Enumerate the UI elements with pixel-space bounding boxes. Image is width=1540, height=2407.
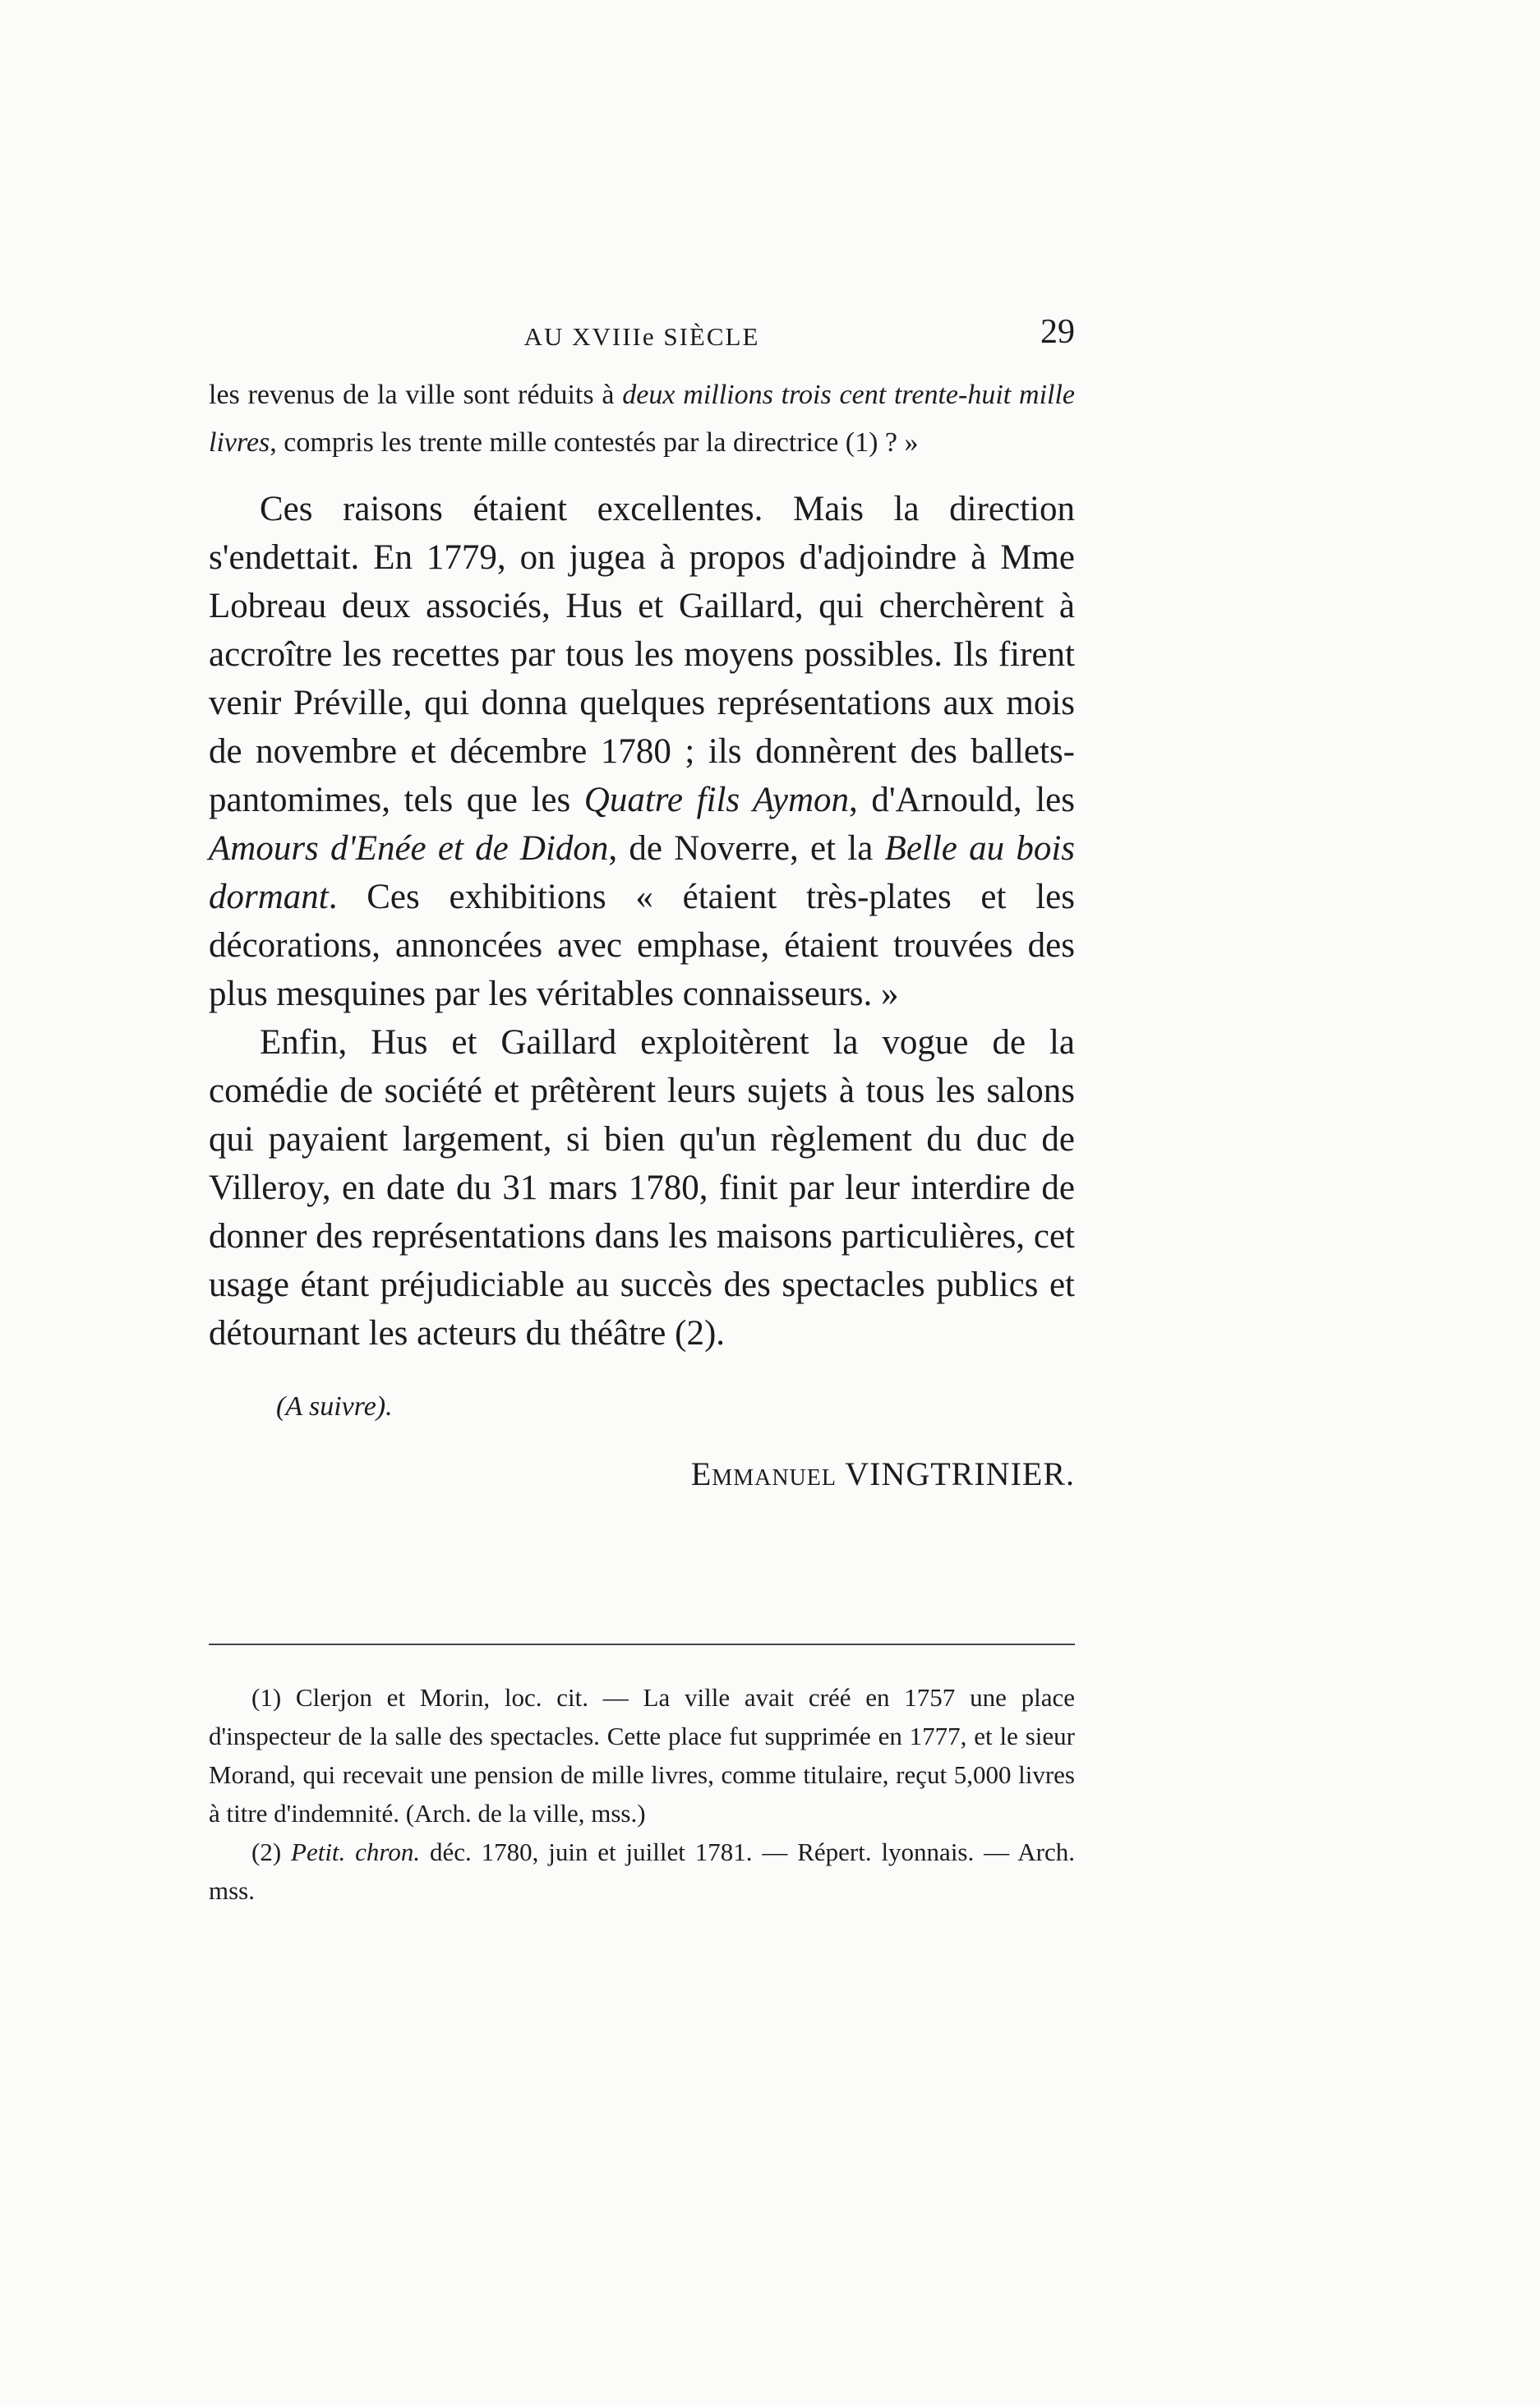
quote-text: les revenus de la ville sont réduits à (209, 380, 623, 410)
main-text (209, 485, 1075, 1358)
quote-text-end: , compris les trente mille contestés par la directrice (1) ? » (270, 427, 919, 458)
footnote-1: (1) Clerjon et Morin, loc. cit. — La ville avait créé en 1757 une place d'inspecteur de la salle des spectacles. Cette place fut supprimée en 1777, et le sieur Morand, qui recevait une pension de mille livres, comme titulaire, reçut 5,000 livres à titre d'indemnité. (Arch. de la ville, mss.) (209, 1683, 1075, 1828)
running-head: AU XVIIIe SIÈCLE (523, 322, 760, 351)
page-header (209, 312, 1075, 362)
footnote-2 (209, 1833, 1075, 1910)
author-last-name: VINGTRINIER. (845, 1455, 1075, 1492)
footnote-text: (2) (251, 1838, 292, 1866)
footnote-text: déc. 1780, juin et juillet 1781. — Répert. lyonnais. — Arch. mss. (209, 1838, 1075, 1905)
footnote-italic: Petit. chron. (291, 1838, 421, 1866)
work-title: Quatre fils Aymon (583, 781, 849, 819)
paragraph-text: , de Noverre, et la (608, 829, 885, 868)
author-signature (691, 1455, 1075, 1493)
quote-italic: deux millions trois cent trente-huit mille livres (209, 380, 1075, 458)
work-title: Belle au bois dormant (209, 829, 1075, 916)
footnotes (209, 1678, 1075, 1910)
author-first-name: Emmanuel (690, 1455, 837, 1492)
page-number: 29 (1040, 313, 1075, 351)
paragraph-text: Ces raisons étaient excellentes. Mais la direction s'endettait. En 1779, on jugea à propos d'adjoindre à Mme Lobreau deux associés, Hus et Gaillard, qui cherchèrent à accroître les recettes par tous les moyens possibles. Ils firent venir Préville, qui donna quelques représentations aux mois de novembre et décembre 1780 ; ils donnèrent des ballets-pantomimes, tels que les (209, 490, 1075, 819)
to-be-continued: (A suivre). (276, 1391, 393, 1422)
paragraph-text: . Ces exhibitions « étaient très-plates et les décorations, annoncées avec emphase, étaient trouvées des plus mesquines par les véritables connaisseurs. » (209, 878, 1075, 1013)
paragraph-1 (209, 485, 1075, 1018)
quoted-passage (209, 371, 1075, 467)
work-title: Amours d'Enée et de Didon (209, 829, 609, 868)
paragraph-text: , d'Arnould, les (849, 781, 1075, 819)
footnote-divider (209, 1644, 1075, 1645)
paragraph-2: Enfin, Hus et Gaillard exploitèrent la vogue de la comédie de société et prêtèrent leurs sujets à tous les salons qui payaient largement, si bien qu'un règlement du duc de Villeroy, en date du 31 mars 1780, finit par leur interdire de donner des représentations dans les maisons particulières, cet usage étant préjudiciable au succès des spectacles publics et détournant les acteurs du théâtre (2). (209, 1023, 1075, 1353)
